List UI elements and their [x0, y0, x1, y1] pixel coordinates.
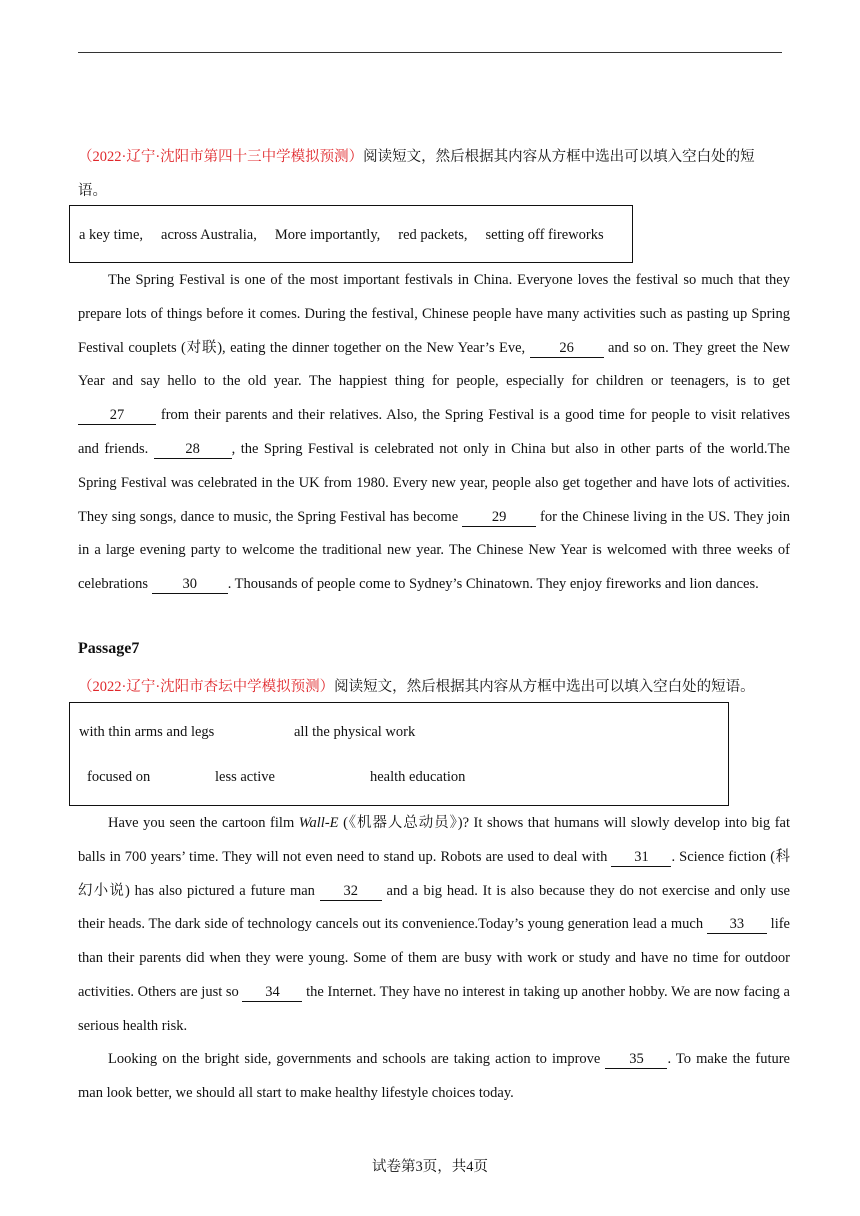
blank-30[interactable]: 30 [152, 575, 228, 594]
passage-paragraph-2: Have you seen the cartoon film Wall-E (《机器人总动员》)? It shows that humans will slowly develop into big fat balls in 700 years’ time. They will not even need to stand up. Robots are used to deal with 31 . Science fiction (科幻小说) has also pictured a future man 32 and a big head. It is also because they do not exercise and only use their heads. The dark side of technology cancels out its convenience.Today’s young generation lead a much 33 life than their parents did when they were young. Some of them are busy with work or study and have no time for outdoor activities. Others are just so 34 the Internet. They have no interest in taking up another hobby. We are now facing a serious health risk. [78, 815, 791, 1034]
question-instruction-1 [78, 140, 790, 208]
blank-27[interactable]: 27 [78, 406, 156, 425]
instruction-text: 阅读短文，然后根据其内容从方框中选出可以填入空白处的短 [363, 149, 755, 165]
instruction-text-cont: 语。 [78, 183, 107, 199]
source-tag: （2022·辽宁·沈阳市杏坛中学模拟预测） [78, 679, 335, 695]
option: setting off fireworks [485, 227, 604, 243]
blank-33[interactable]: 33 [707, 915, 767, 934]
word-box-2 [69, 702, 729, 806]
option: with thin arms and legs [79, 724, 215, 740]
blank-35[interactable]: 35 [605, 1050, 667, 1069]
blank-31[interactable]: 31 [611, 848, 671, 867]
option: less active [215, 769, 275, 785]
blank-34[interactable]: 34 [242, 983, 302, 1002]
option: all the physical work [294, 724, 416, 740]
option: More importantly, [274, 227, 381, 243]
option: red packets, [398, 227, 468, 243]
blank-26[interactable]: 26 [530, 339, 604, 358]
passage-title: Passage7 [78, 640, 140, 657]
header-rule [78, 52, 782, 53]
passage-paragraph-1: The Spring Festival is one of the most important festivals in China. Everyone loves the festival so much that they prepare lots of things before it comes. During the festival, Chinese people have many activities such as pasting up Spring Festival couplets (对联), eating the dinner together on the New Year’s Eve, 26 and so on. They greet the New Year and say hello to the old year. The happiest thing for people, especially for children or teenagers, is to get 27 from their parents and their relatives. Also, the Spring Festival is a good time for people to visit relatives and friends. 28 , the Spring Festival is celebrated not only in China but also in other parts of the world.The Spring Festival was celebrated in the UK from 1980. Every new year, people also get together and have lots of activities. They sing songs, dance to music, the Spring Festival has become 29 for the Chinese living in the US. They join in a large evening party to welcome the traditional new year. The Chinese New Year is welcomed with three weeks of celebrations 30 . Thousands of people come to Sydney’s Chinatown. They enjoy fireworks and lion dances. [78, 272, 790, 593]
option: across Australia, [161, 227, 257, 243]
option: a key time, [79, 227, 144, 243]
blank-29[interactable]: 29 [462, 508, 536, 527]
blank-32[interactable]: 32 [320, 882, 382, 901]
passage-paragraph-3: Looking on the bright side, governments and schools are taking action to improve 35 . To make the future man look better, we should all start to make healthy lifestyle choices today. [78, 1051, 790, 1101]
word-box-1 [69, 205, 633, 263]
question-instruction-2 [78, 670, 790, 704]
option: health education [370, 769, 466, 785]
film-title: Wall-E [298, 815, 339, 831]
instruction-text: 阅读短文，然后根据其内容从方框中选出可以填入空白处的短语。 [334, 679, 755, 695]
page-footer: 试卷第3页，共4页 [372, 1159, 488, 1175]
blank-28[interactable]: 28 [154, 440, 232, 459]
option: focused on [87, 769, 151, 785]
source-tag: （2022·辽宁·沈阳市第四十三中学模拟预测） [78, 149, 364, 165]
